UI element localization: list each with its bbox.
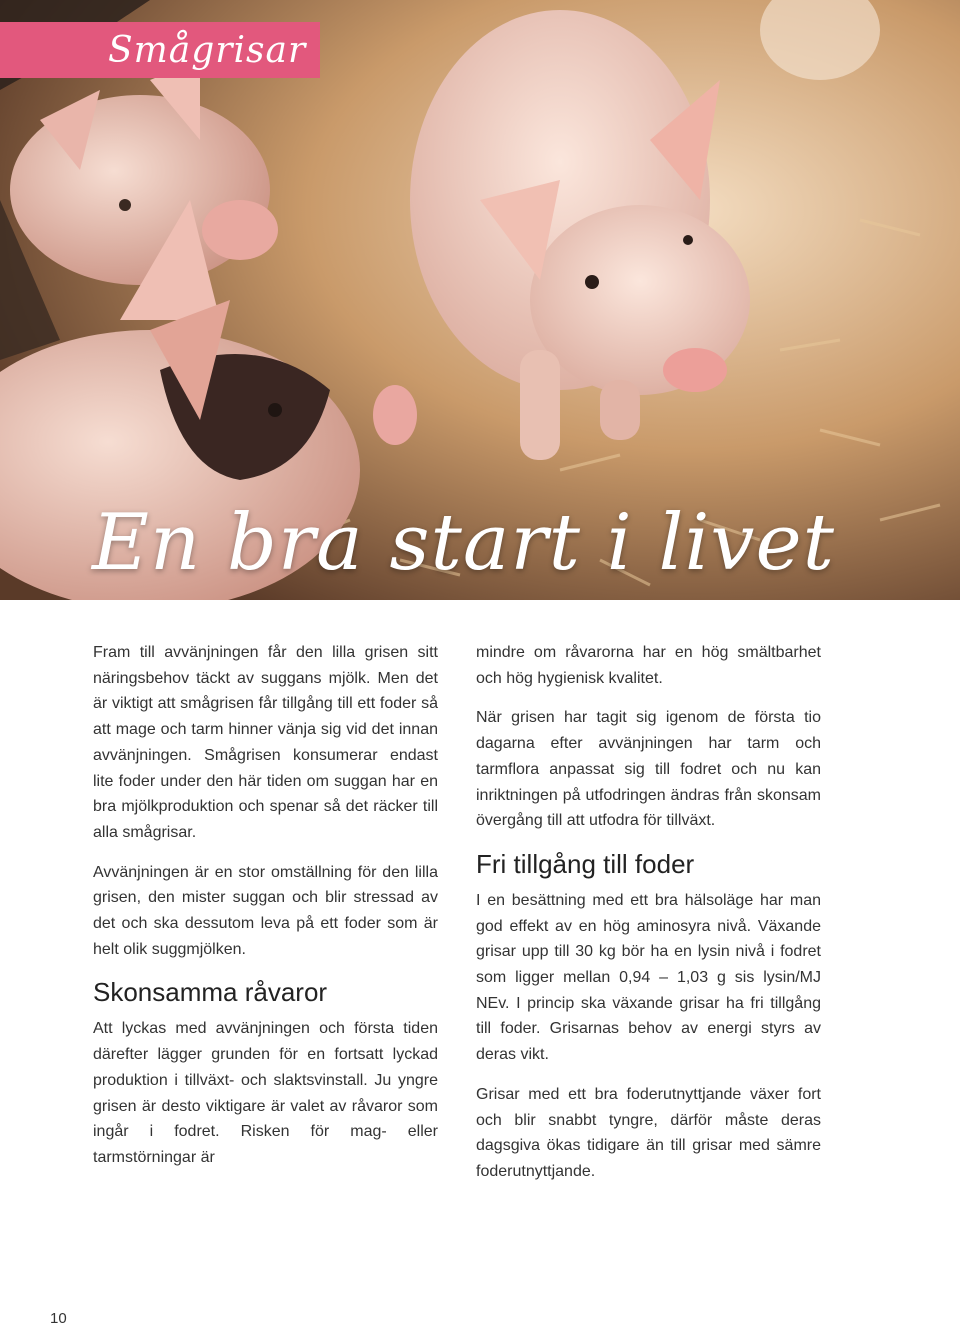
paragraph: Fram till avvänjningen får den lilla grisen sitt näringsbehov täckt av suggans mjölk. Men det är viktigt att smågrisen får tillgång till ett foder så att mage och tarm hinner vänja sig vid det innan avvänjningen. Smågrisen konsumerar endast lite foder under den här tiden om suggan har en bra mjölkproduktion och spenar så det räcker till alla smågrisar. xyxy=(93,644,438,841)
paragraph: Grisar med ett bra foderutnyttjande växer fort och blir snabbt tyngre, därför måste deras dagsgiva ökas tidigare än till grisar med sämre foderutnyttjande. xyxy=(476,1085,821,1180)
left-column xyxy=(93,640,438,1185)
section-heading: Fri tillgång till foder xyxy=(476,848,695,879)
paragraph: Avvänjningen är en stor omställning för den lilla grisen, den mister suggan och blir stressad av det och ska dessutom leva på ett foder som är helt olik suggmjölken. xyxy=(93,863,438,958)
paragraph: När grisen har tagit sig igenom de första tio dagarna efter avvänjningen har tarm och tarmflora anpassat sig till fodret och nu kan inriktningen på utfodringen ändras från skonsam övergång till att utfodra för tillväxt. xyxy=(476,709,821,830)
paragraph: mindre om råvarorna har en hög smältbarhet och hög hygienisk kvalitet. xyxy=(476,644,821,687)
page-number: 10 xyxy=(50,1310,67,1327)
page-title: En bra start i livet xyxy=(92,498,835,588)
section-heading: Skonsamma råvaror xyxy=(93,977,328,1008)
paragraph: Att lyckas med avvänjningen och första tiden därefter lägger grunden för en fortsatt lyckad produktion i tillväxt- och slaktsvinstall. Ju yngre grisen är desto viktigare är valet av råvaror som ingår i fodret. Risken för mag- eller tarmstörningar är xyxy=(93,1020,438,1166)
paragraph: I en besättning med ett bra hälsoläge har man god effekt av en hög aminosyra nivå. Växande grisar upp till 30 kg bör ha en lysin nivå i fodret som ligger mellan 0,94 – 1,03 g sis lysin/MJ NEv. I princip ska växande grisar ha fri tillgång till foder. Grisarnas behov av energi styrs av deras vikt. xyxy=(476,891,821,1064)
section-label: Smågrisar xyxy=(108,29,307,71)
right-column xyxy=(476,640,821,1199)
section-label-banner xyxy=(0,22,320,78)
